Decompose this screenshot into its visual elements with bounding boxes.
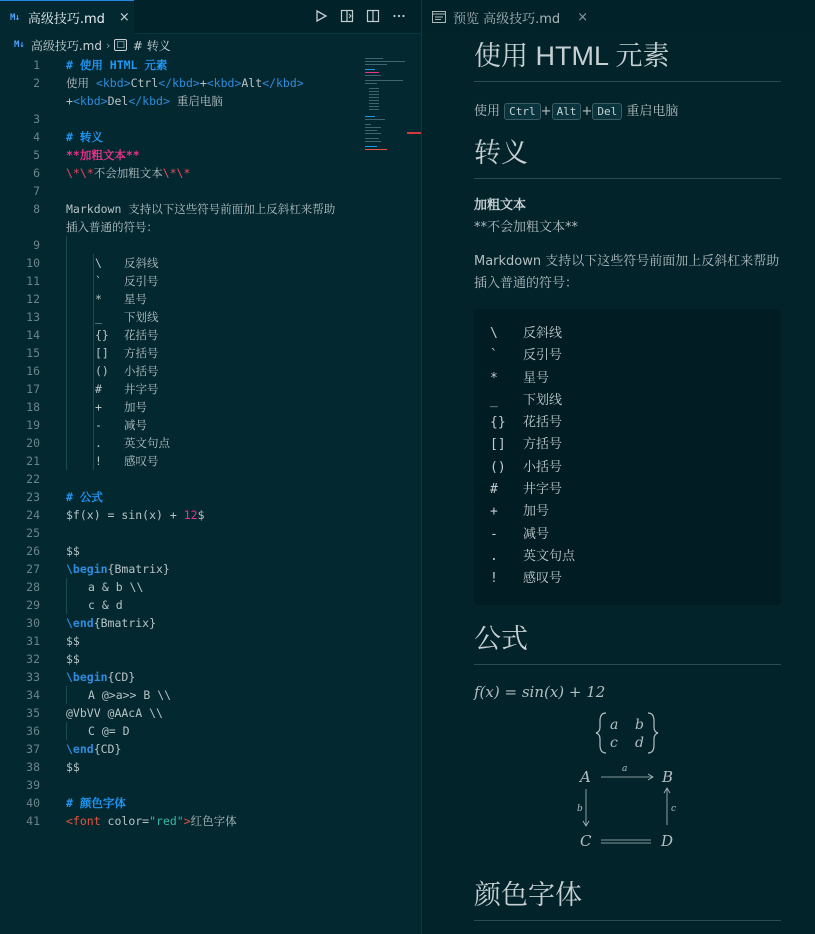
- code-line: 9: [0, 236, 360, 254]
- heading-escape: 转义: [474, 131, 781, 179]
- breadcrumb: [0, 35, 421, 55]
- code-block-row: ! 感叹号: [490, 571, 563, 587]
- markdown-file-icon: M↓: [14, 40, 25, 50]
- preview-icon: [432, 8, 446, 27]
- code-block-row: \ 反斜线: [490, 326, 563, 341]
- code-line: 33 \begin{CD}: [26, 670, 136, 684]
- code-block-row: () 小括号: [490, 459, 563, 475]
- code-line: 37 \end{CD}: [26, 742, 122, 756]
- paragraph-markdown: Markdown 支持以下这些符号前面加上反斜杠来帮助插入普通的符号：: [474, 254, 780, 291]
- code-block-row: {} 花括号: [490, 415, 563, 431]
- code-line: 18 + 加号: [26, 400, 147, 414]
- preview-tab[interactable]: [422, 0, 588, 34]
- code-line: 6 \*\*不会加粗文本\*\*: [33, 166, 191, 180]
- cd-label-c: c: [671, 803, 677, 814]
- breadcrumb-file[interactable]: 高级技巧.md: [30, 38, 102, 53]
- code-line: 15 [] 方括号: [26, 346, 159, 360]
- block-formulas: [474, 707, 781, 857]
- minimap[interactable]: [365, 56, 409, 156]
- scrollbar-marker: [407, 132, 421, 134]
- cd-c: C: [580, 831, 592, 850]
- code-editor[interactable]: [0, 56, 360, 830]
- code-line: 4 # 转义: [33, 130, 103, 144]
- cd-a: A: [580, 767, 591, 786]
- code-block-row: # 井字号: [490, 482, 563, 498]
- code-line: 24 $f(x) = sin(x) + 12$: [26, 508, 205, 522]
- code-line: 10 \ 反斜线: [26, 256, 159, 270]
- code-line: 35 @VbVV @AAcA \\: [26, 706, 163, 720]
- breadcrumb-symbol[interactable]: # 转义: [132, 38, 171, 53]
- preview-pane: [421, 0, 815, 934]
- code-line: 41 <font color="red">红色字体: [26, 814, 237, 828]
- code-line: 11 ` 反引号: [26, 274, 159, 288]
- run-icon[interactable]: [313, 8, 329, 24]
- code-line: 29 c & d: [26, 598, 123, 612]
- code-line: +<kbd>Del</kbd> 重启电脑: [66, 94, 223, 108]
- code-line: 13 _ 下划线: [26, 310, 159, 324]
- code-line: 34 A @>a>> B \\: [26, 688, 172, 702]
- code-line: 22: [26, 472, 40, 486]
- code-line: 27 \begin{Bmatrix}: [26, 562, 170, 576]
- preview-tab-bar: [422, 0, 815, 34]
- chevron-right-icon: ›: [105, 38, 111, 52]
- kbd-ctrl: Ctrl: [504, 103, 541, 120]
- kbd-alt: Alt: [552, 103, 582, 120]
- code-line: 5 **加粗文本**: [33, 148, 140, 162]
- code-block-row: ` 反引号: [490, 348, 563, 364]
- preview-content: [474, 34, 781, 921]
- matrix-c: c: [610, 734, 618, 751]
- code-block-row: + 加号: [490, 504, 550, 520]
- code-line: 12 * 星号: [26, 292, 147, 306]
- code-block: [474, 309, 781, 605]
- code-line: 8 Markdown 支持以下这些符号前面加上反斜杠来帮助: [33, 202, 336, 216]
- code-line: 1 # 使用 HTML 元素: [33, 58, 168, 72]
- editor-tab-bar: [0, 0, 421, 34]
- split-editor-icon[interactable]: [365, 8, 381, 24]
- heading-color: 颜色字体: [474, 873, 781, 921]
- matrix-d: d: [635, 734, 644, 751]
- inline-formula: f(x) = sin(x) + 12: [474, 682, 606, 701]
- code-line: 28 a & b \\: [26, 580, 144, 594]
- code-line: 31 $$: [26, 634, 80, 648]
- cd-label-a: a: [622, 763, 628, 774]
- cd-d: D: [661, 831, 674, 850]
- close-tab-icon[interactable]: ×: [577, 9, 589, 25]
- editor-tab-title: 高级技巧.md: [27, 12, 105, 27]
- code-line: 32 $$: [26, 652, 80, 666]
- code-line: 23 # 公式: [26, 490, 103, 504]
- paragraph-restart: 使用 Ctrl + Alt + Del 重启电脑: [474, 104, 679, 119]
- code-block-row: . 英文句点: [490, 548, 576, 564]
- code-line: 插入普通的符号：: [66, 220, 158, 234]
- code-line: 30 \end{Bmatrix}: [26, 616, 157, 630]
- escaped-text: **不会加粗文本**: [474, 220, 579, 235]
- code-block-row: - 减号: [490, 526, 550, 542]
- more-icon[interactable]: [391, 8, 407, 24]
- code-block-row: [] 方括号: [490, 437, 563, 453]
- code-line: 40 # 颜色字体: [26, 796, 126, 810]
- heading-formula: 公式: [474, 617, 781, 665]
- matrix-b: b: [635, 716, 644, 733]
- open-preview-icon[interactable]: [339, 8, 355, 24]
- code-block-row: * 星号: [490, 370, 550, 386]
- markdown-file-icon: M↓: [10, 12, 20, 23]
- code-line: 39: [26, 778, 40, 792]
- editor-actions: [313, 8, 407, 24]
- code-line: 38 $$: [26, 760, 80, 774]
- cd-label-b: b: [577, 803, 583, 814]
- heading-html: 使用 HTML 元素: [474, 34, 781, 82]
- code-line: 7: [33, 184, 40, 198]
- code-line: 17 # 井字号: [26, 382, 159, 396]
- code-block-row: _ 下划线: [490, 392, 563, 408]
- cd-b: B: [662, 767, 674, 786]
- code-line: 14 {} 花括号: [26, 328, 159, 342]
- code-line: 19 - 减号: [26, 418, 147, 432]
- kbd-del: Del: [592, 103, 622, 120]
- code-line: 36 C @= D: [26, 724, 130, 738]
- code-line: 21 ! 感叹号: [26, 454, 159, 468]
- symbol-icon: □: [116, 40, 125, 50]
- editor-tab[interactable]: [0, 0, 134, 34]
- code-line: 25: [26, 526, 40, 540]
- close-tab-icon[interactable]: ×: [118, 10, 130, 25]
- code-line: 20 . 英文句点: [26, 436, 170, 450]
- code-line: 16 () 小括号: [26, 364, 159, 378]
- code-line: 2 使用 <kbd>Ctrl</kbd>+<kbd>Alt</kbd>: [33, 76, 304, 90]
- code-line: 26 $$: [26, 544, 80, 558]
- bold-text: 加粗文本: [474, 198, 527, 213]
- code-line: 3: [33, 112, 40, 126]
- preview-tab-title: 预览 高级技巧.md: [453, 11, 561, 27]
- matrix-a: a: [610, 716, 619, 733]
